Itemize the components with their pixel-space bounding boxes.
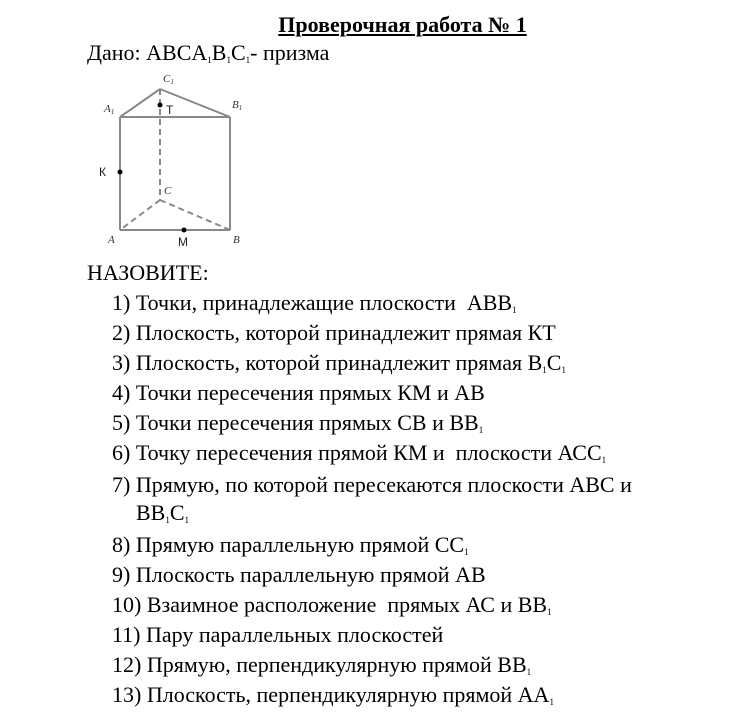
task-item xyxy=(112,622,443,648)
text-part: 9) Плоскость параллельную прямой АВ xyxy=(112,562,486,587)
text-part: 5) Точки пересечения прямых СВ и ВВ xyxy=(112,410,479,435)
label-c1: C1 xyxy=(163,73,174,86)
text-part: C xyxy=(230,40,246,65)
task-item xyxy=(112,440,606,473)
task-item xyxy=(112,380,485,406)
edge-cb xyxy=(160,200,230,230)
label-c: C xyxy=(164,185,172,197)
point-t xyxy=(158,103,163,108)
subscript: 1 xyxy=(165,515,170,525)
task-item xyxy=(112,652,531,685)
text-part: 11) Пару параллельных плоскостей xyxy=(112,622,444,647)
subscript: 1 xyxy=(549,697,554,707)
task-item xyxy=(112,682,554,714)
label-a: A xyxy=(108,234,115,246)
text-part: 10) Взаимное расположение прямых АС и ВВ xyxy=(112,592,548,617)
edge-ac xyxy=(120,200,160,230)
label-b1: B1 xyxy=(232,99,243,112)
subscript: 1 xyxy=(512,305,517,315)
task-item xyxy=(112,350,566,383)
subscript: 1 xyxy=(601,455,607,465)
task-item xyxy=(112,532,469,565)
text-part: 13) Плоскость, перпендикулярную прямой АА xyxy=(112,682,550,707)
subscript: 1 xyxy=(226,55,231,65)
point-m xyxy=(182,228,187,233)
text-part: 1) Точки, принадлежащие плоскости ABB xyxy=(112,290,513,315)
prism-figure xyxy=(0,0,260,260)
page-title: Проверочная работа № 1 xyxy=(278,12,527,37)
task-item xyxy=(112,562,486,588)
text-part: - призма xyxy=(250,40,330,65)
subscript: 1 xyxy=(207,55,212,65)
text-part: 3) Плоскость, которой принадлежит прямая B xyxy=(112,350,543,375)
point-k xyxy=(118,170,123,175)
text-part: 7) Прямую, по которой пересекаются плоскости АВС и xyxy=(112,472,632,497)
subscript: 1 xyxy=(184,515,190,525)
text-part: 8) Прямую параллельную прямой СС xyxy=(112,532,465,557)
text-part: C xyxy=(169,500,185,525)
task-item xyxy=(112,290,517,323)
subscript: 1 xyxy=(542,365,547,375)
edge-a1c1 xyxy=(120,89,160,117)
subscript: 1 xyxy=(464,547,469,557)
task-item xyxy=(112,592,552,625)
subscript: 1 xyxy=(478,425,484,435)
label-b: B xyxy=(233,234,240,246)
label-t: T xyxy=(166,103,174,117)
text-part: 4) Точки пересечения прямых КМ и АВ xyxy=(112,380,485,405)
subscript: 1 xyxy=(561,365,566,375)
task-item xyxy=(112,472,632,498)
text-part: 12) Прямую, перпендикулярную прямой ВВ xyxy=(112,652,527,677)
subscript: 1 xyxy=(547,607,552,617)
label-k: К xyxy=(99,165,106,179)
subscript: 1 xyxy=(526,667,532,677)
task-item xyxy=(136,500,189,533)
text-part: BB xyxy=(136,500,166,525)
text-part: B xyxy=(211,40,227,65)
text-part: Дано: ABCA xyxy=(87,40,208,65)
task-heading: НАЗОВИТЕ: xyxy=(87,260,209,285)
subscript: 1 xyxy=(245,55,251,65)
task-item xyxy=(112,320,556,346)
text-part: C xyxy=(546,350,562,375)
text-part: 6) Точку пересечения прямой КМ и плоскости АСС xyxy=(112,440,602,465)
task-item xyxy=(112,410,483,443)
label-m: М xyxy=(178,235,188,249)
text-part: 2) Плоскость, которой принадлежит прямая КТ xyxy=(112,320,556,345)
label-a1: A1 xyxy=(104,103,115,116)
